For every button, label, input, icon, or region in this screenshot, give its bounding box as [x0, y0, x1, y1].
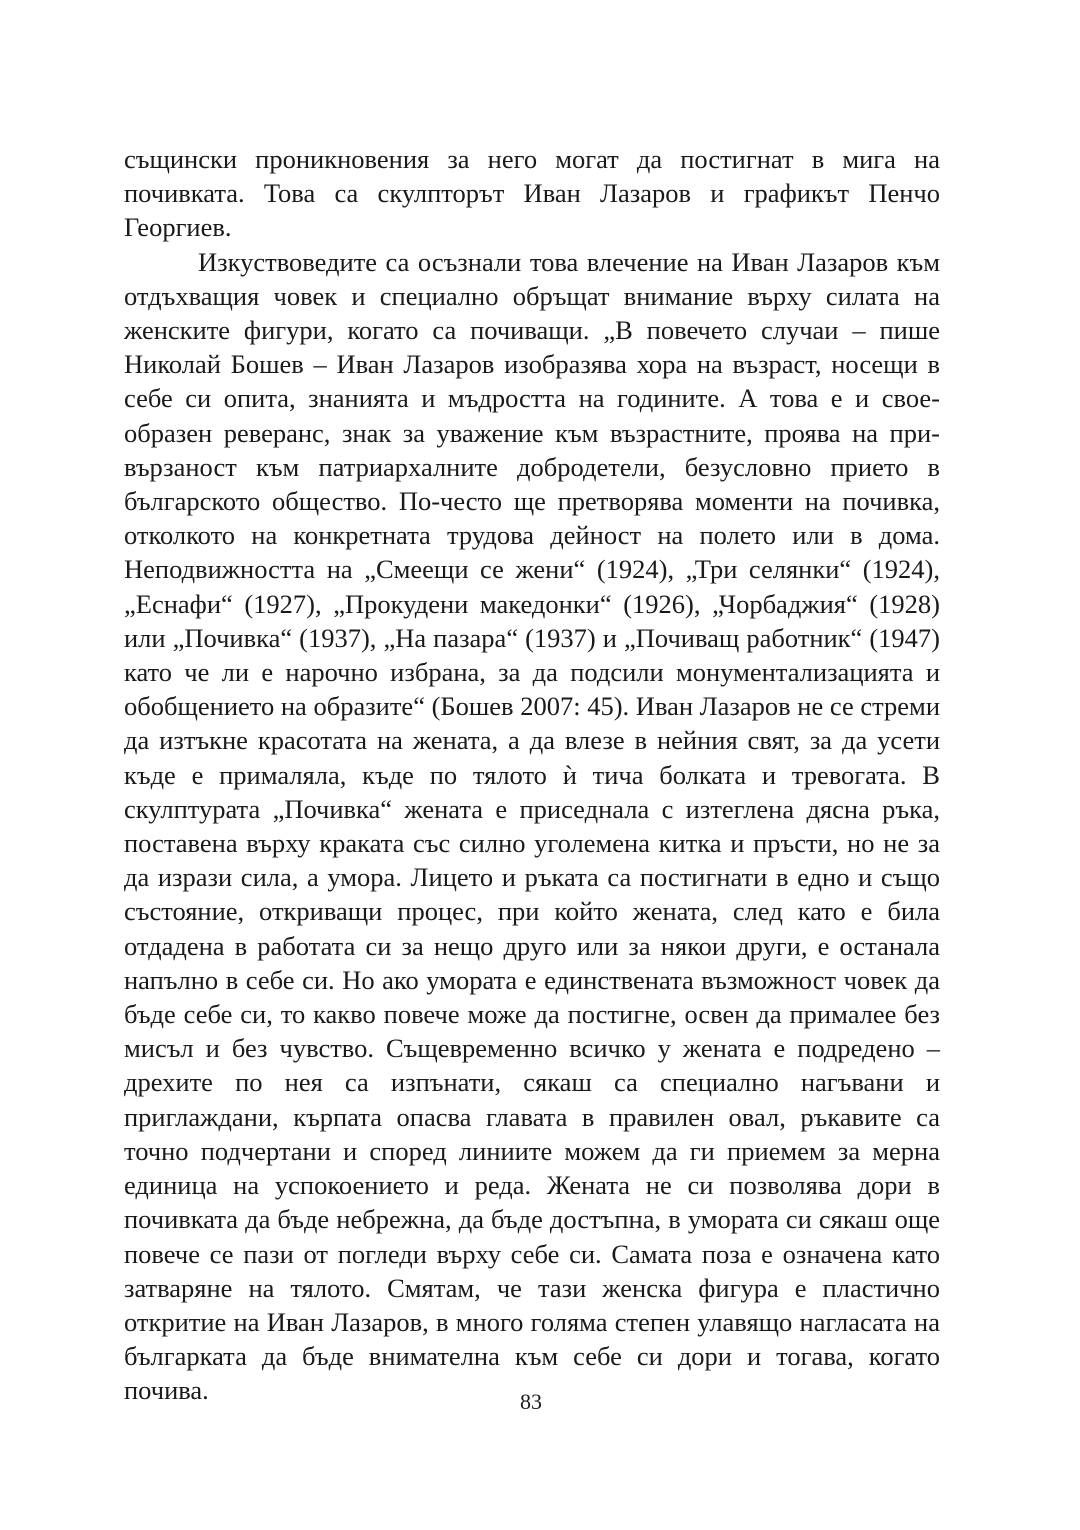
paragraph-continued: същински проникновения за него могат да постигнат в мига на почивката. Това са скулпторът Иван Лазаров и графикът Пенчо Георгиев. — [124, 144, 940, 243]
paragraph: Изкуствоведите са осъзнали това влечение на Иван Лазаров към отдъхващия човек и специално обръщат внимание върху силата на женските фигури, когато са почиващи. „В повечето случаи – пише Николай Бошев – Иван Лазаров изобразява хора на възраст, носещи в себе си опита, знанията и мъдростта на годините. А това е и своеобразен реверанс, знак за уважение към възрастните, проява на привързаност към патриархалните добродетели, безусловно прието в българското общество. По-често ще претворява моменти на почивка, отколкото на конкретната трудова дейност на полето или в дома. Неподвижността на „Смеещи се жени“ (1924), „Три селянки“ (1924), „Еснафи“ (1927), „Прокудени македонки“ (1926), „Чорбаджия“ (1928) или „Почивка“ (1937), „На пазара“ (1937) и „Почиващ работник“ (1947) като че ли е нарочно избрана, за да подсили монументализацията и обобщението на образите“ (Бошев 2007: 45). Иван Лазаров не се стреми да изтъкне красотата на жената, а да влезе в нейния свят, за да усети къде е прималяла, къде по тялото ѝ тича болката и тревогата. В скулптурата „Почивка“ жената е приседнала с изтеглена дясна ръка, поставена върху краката със силно уголемена китка и пръсти, но не за да изрази сила, а умора. Лицето и ръката са постигнати в едно и също състояние, откриващи процес, при който жената, след като е била отдадена в работата си за нещо друго или за някои други, е останала напълно в себе си. Но ако умората е единствената възможност човек да бъде себе си, то какво повече може да постигне, освен да прималее без мисъл и без чувство. Същевременно всичко у жената е подредено – дрехите по нея са изпънати, сякаш са специално нагъвани и приглаждани, кърпата опасва главата в правилен овал, ръкавите са точно подчертани и според линиите можем да ги приемем за мерна единица на успокоението и реда. Жената не си позволява дори в почивката да бъде небрежна, да бъде достъпна, в умората си сякаш още повече се пази от погледи върху себе си. Самата поза е означена като затваряне на тялото. Смятам, че тази женска фигура е пластично откритие на Иван Лазаров, в много голяма степен улавящо нагласата на българката да бъде внимателна към себе си дори и тогава, когато почива. — [124, 246, 940, 1406]
body-text — [124, 142, 940, 1408]
page-number: 83 — [520, 1389, 542, 1414]
